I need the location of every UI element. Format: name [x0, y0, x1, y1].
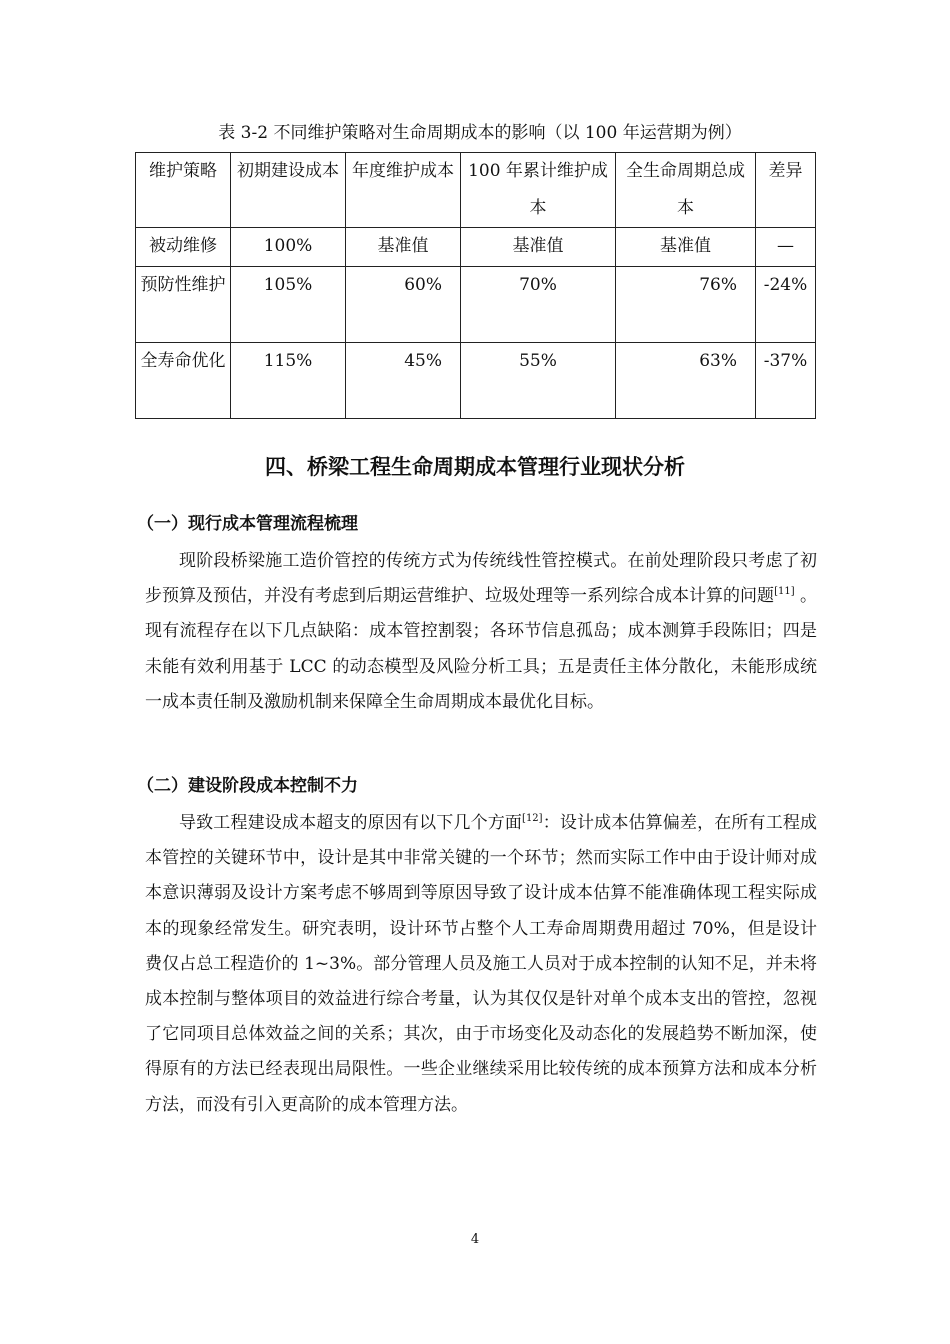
- header-cell: 维护策略: [136, 153, 231, 228]
- subsection-title-2: （二）建设阶段成本控制不力: [137, 776, 358, 796]
- subsection-title-1: （一）现行成本管理流程梳理: [137, 514, 358, 534]
- value-cell: 100%: [231, 228, 346, 267]
- citation-ref: [11]: [774, 586, 795, 598]
- strategy-cell: 预防性维护: [136, 267, 231, 343]
- value-cell: 70%: [461, 267, 616, 343]
- value-cell: -24%: [756, 267, 816, 343]
- value-cell: —: [756, 228, 816, 267]
- value-cell: -37%: [756, 343, 816, 419]
- header-cell: 差异: [756, 153, 816, 228]
- citation-ref: [12]: [522, 813, 543, 824]
- value-cell: 115%: [231, 343, 346, 419]
- table-row: [136, 343, 816, 419]
- paragraph-1: [145, 544, 817, 720]
- header-cell: 全生命周期总成本: [616, 153, 756, 228]
- header-cell: 100 年累计维护成本: [461, 153, 616, 228]
- table-header-row: [136, 153, 816, 228]
- strategy-cell: 全寿命优化: [136, 343, 231, 419]
- section-title: 四、桥梁工程生命周期成本管理行业现状分析: [265, 455, 685, 479]
- value-cell: 基准值: [346, 228, 461, 267]
- value-cell: 基准值: [461, 228, 616, 267]
- table-caption: 表 3-2 不同维护策略对生命周期成本的影响（以 100 年运营期为例）: [218, 123, 742, 143]
- value-cell: 60%: [346, 267, 461, 343]
- value-cell: 45%: [346, 343, 461, 419]
- header-cell: 初期建设成本: [231, 153, 346, 228]
- paragraph-text: 导致工程建设成本超支的原因有以下几个方面: [179, 813, 523, 833]
- paragraph-text: 现阶段桥梁施工造价管控的传统方式为传统线性管控模式。在前处理阶段只考虑了初步预算及预估，并没有考虑到后期运营维护、垃圾处理等一系列综合成本计算的问题: [145, 551, 817, 607]
- table-row: [136, 267, 816, 343]
- lifecycle-cost-table: [135, 152, 816, 419]
- header-cell: 年度维护成本: [346, 153, 461, 228]
- strategy-cell: 被动维修: [136, 228, 231, 267]
- value-cell: 105%: [231, 267, 346, 343]
- value-cell: 63%: [616, 343, 756, 419]
- table-row: [136, 228, 816, 267]
- paragraph-text: ：设计成本估算偏差，在所有工程成本管控的关键环节中，设计是其中非常关键的一个环节；然而实际工作中由于设计师对成本意识薄弱及设计方案考虑不够周到等原因导致了设计成本估算不能准确体现工程实际成本的现象经常发生。研究表明，设计环节占整个人工寿命周期费用超过 70%，但是设计费仅占总工程造价的 1~3%。部分管理人员及施工人员对于成本控制的认知不足，并未将成本控制与整体项目的效益进行综合考量，认为其仅仅是针对单个成本支出的管控，忽视了它同项目总体效益之间的关系；其次，由于市场变化及动态化的发展趋势不断加深，使得原有的方法已经表现出局限性。一些企业继续采用比较传统的成本预算方法和成本分析方法，而没有引入更高阶的成本管理方法。: [145, 813, 818, 1115]
- value-cell: 基准值: [616, 228, 756, 267]
- value-cell: 76%: [616, 267, 756, 343]
- value-cell: 55%: [461, 343, 616, 419]
- paragraph-text: 。现有流程存在以下几点缺陷：成本管控割裂；各环节信息孤岛；成本测算手段陈旧；四是未能有效利用基于 LCC 的动态模型及风险分析工具；五是责任主体分散化，未能形成统一成本责任制及激励机制来保障全生命周期成本最优化目标。: [145, 586, 817, 712]
- paragraph-2: [145, 806, 817, 1123]
- page-number: 4: [470, 1232, 480, 1247]
